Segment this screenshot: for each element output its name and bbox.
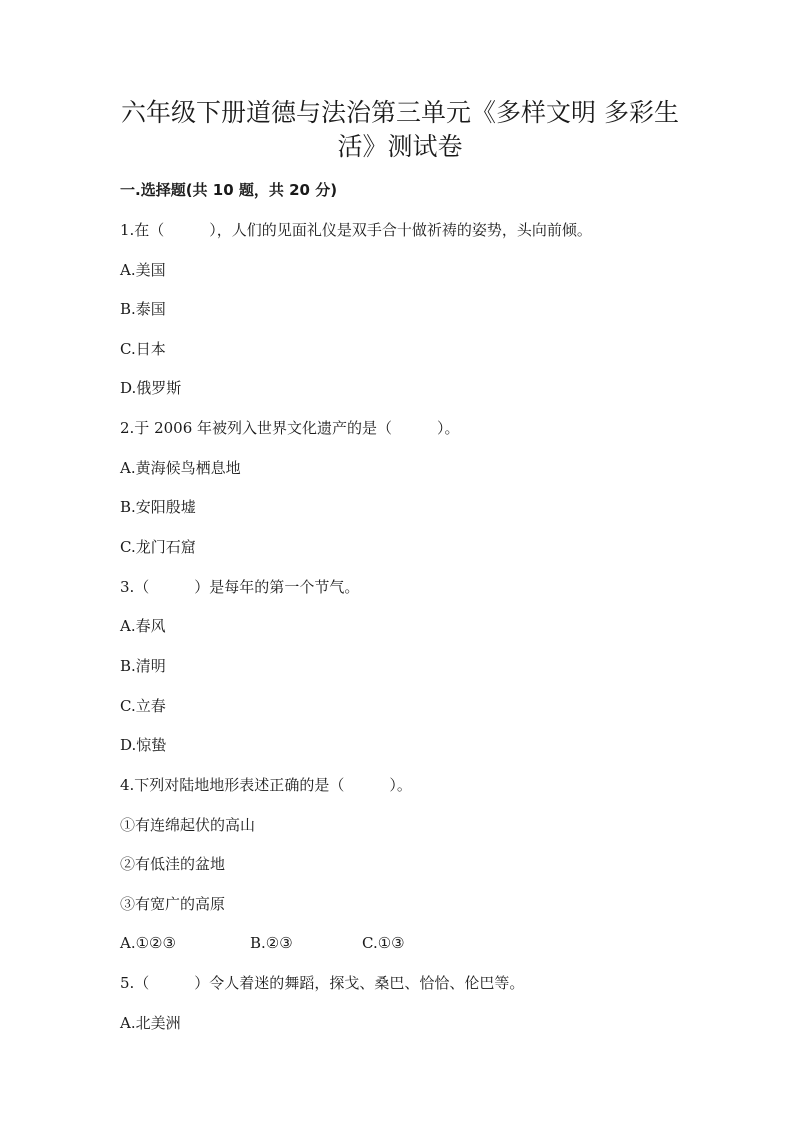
section-heading: 一.选择题(共 10 题，共 20 分) — [120, 181, 338, 199]
question-3-stem: 3.（ ）是每年的第一个节气。 — [120, 578, 360, 596]
question-5-option-a: A.北美洲 — [120, 1014, 181, 1032]
question-4-options-row — [120, 933, 405, 953]
question-4-option-a: A.①②③ — [120, 934, 176, 952]
question-1-option-c: C.日本 — [120, 340, 166, 358]
question-1-option-a: A.美国 — [120, 261, 166, 279]
question-1-option-b: B.泰国 — [120, 300, 166, 318]
question-3-option-a: A.春风 — [120, 617, 166, 635]
question-2-option-b: B.安阳殷墟 — [120, 498, 196, 516]
question-3-option-d: D.惊蛰 — [120, 736, 167, 754]
question-1-option-d: D.俄罗斯 — [120, 379, 182, 397]
question-4-option-b: B.②③ — [250, 934, 293, 952]
document-title-line-2: 活》测试卷 — [337, 132, 463, 161]
question-4-statement-1: ①有连绵起伏的高山 — [120, 816, 256, 834]
question-3-option-b: B.清明 — [120, 657, 166, 675]
question-4-stem: 4.下列对陆地地形表述正确的是（ ）。 — [120, 776, 412, 794]
question-1-stem: 1.在（ ），人们的见面礼仪是双手合十做祈祷的姿势，头向前倾。 — [120, 221, 592, 239]
question-4-statement-3: ③有宽广的高原 — [120, 895, 226, 913]
question-2-option-a: A.黄海候鸟栖息地 — [120, 459, 241, 477]
question-5-stem: 5.（ ）令人着迷的舞蹈，探戈、桑巴、恰恰、伦巴等。 — [120, 974, 525, 992]
question-4-statement-2: ②有低洼的盆地 — [120, 855, 226, 873]
question-3-option-c: C.立春 — [120, 697, 166, 715]
question-2-option-c: C.龙门石窟 — [120, 538, 196, 556]
document-title-line-1: 六年级下册道德与法治第三单元《多样文明 多彩生 — [121, 98, 679, 127]
question-4-option-c: C.①③ — [362, 934, 405, 952]
question-2-stem: 2.于 2006 年被列入世界文化遗产的是（ ）。 — [120, 419, 460, 437]
